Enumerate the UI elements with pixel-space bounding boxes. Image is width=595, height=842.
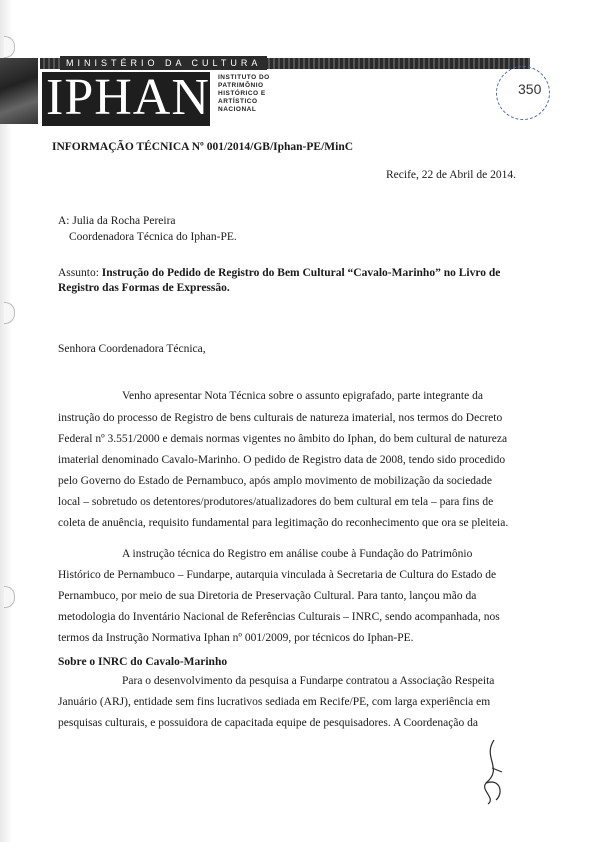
institute-name <box>218 74 270 114</box>
punch-hole <box>4 302 15 324</box>
paragraph-line: pelo Governo do Estado de Pernambuco, após amplo movimento de mobilização da sociedade <box>58 475 493 487</box>
paragraph-line: Januário (ARJ), entidade sem fins lucrativos sediada em Recife/PE, com larga experiência em <box>58 696 491 708</box>
logo-photo-image <box>0 58 38 124</box>
paragraph-line: pesquisas culturais, e possuidora de capacitada equipe de pesquisadores. A Coordenação da <box>58 717 478 729</box>
paragraph-line: Histórico de Pernambuco – Fundarpe, autarquia vinculada à Secretaria de Cultura do Estado de <box>58 569 497 581</box>
institute-line: NACIONAL <box>218 106 257 113</box>
section-heading: Sobre o INRC do Cavalo-Marinho <box>58 656 228 668</box>
subject-line <box>58 266 500 280</box>
subject-text: Instrução do Pedido de Registro do Bem Cultural “Cavalo-Marinho” no Livro de <box>101 267 501 279</box>
iphan-logo-text: IPHAN <box>46 69 210 126</box>
recipient-role: Coordenadora Técnica do Iphan-PE. <box>69 231 237 243</box>
institute-line: HISTÓRICO E <box>218 90 266 97</box>
document-title: INFORMAÇÃO TÉCNICA Nº 001/2014/GB/Iphan-PE/MinC <box>52 141 354 153</box>
institute-line: ARTÍSTICO <box>218 98 258 105</box>
stamp-number: 350 <box>518 81 542 97</box>
institute-line: PATRIMÔNIO <box>218 82 264 89</box>
paragraph-line: Venho apresentar Nota Técnica sobre o assunto epigrafado, parte integrante da <box>122 390 483 402</box>
paragraph-line: Para o desenvolvimento da pesquisa a Fundarpe contratou a Associação Respeita <box>122 675 495 687</box>
paragraph-line: coleta de anuência, requisito fundamental para legitimação do reconhecimento que ora se pleiteia. <box>58 517 509 529</box>
subject-label: Assunto: <box>58 267 99 279</box>
recipient: A: Julia da Rocha Pereira <box>58 215 176 227</box>
paragraph-line: imaterial denominado Cavalo-Marinho. O pedido de Registro data de 2008, tendo sido procedido <box>58 454 506 466</box>
handwritten-signature <box>474 738 514 808</box>
paragraph-line: local – sobretudo os detentores/produtores/atualizadores do bem cultural em tela – para fins de <box>58 496 494 508</box>
ministry-label: MINISTÉRIO DA CULTURA <box>60 56 267 70</box>
paragraph-line: instrução do processo de Registro de bens culturais de natureza imaterial, nos termos do Decreto <box>58 412 503 424</box>
institute-line: INSTITUTO DO <box>218 74 270 81</box>
paragraph-line: termos da Instrução Normativa Iphan nº 001/2009, por técnicos do Iphan-PE. <box>58 632 414 644</box>
paragraph-line: metodologia do Inventário Nacional de Referências Culturais – INRC, sendo acompanhada, nos <box>58 611 500 623</box>
paragraph-line: Pernambuco, por meio de sua Diretoria de Preservação Cultural. Para tanto, lançou mão da <box>58 590 477 602</box>
place-date: Recife, 22 de Abril de 2014. <box>386 169 516 181</box>
salutation: Senhora Coordenadora Técnica, <box>58 343 206 355</box>
paragraph-line: A instrução técnica do Registro em análise coube à Fundação do Patrimônio <box>122 548 473 560</box>
letterhead <box>0 52 595 130</box>
subject-text-cont: Registro das Formas de Expressão. <box>58 282 230 294</box>
paragraph-line: Federal nº 3.551/2000 e demais normas vigentes no âmbito do Iphan, do bem cultural de natureza <box>58 433 508 445</box>
punch-hole <box>4 586 15 608</box>
